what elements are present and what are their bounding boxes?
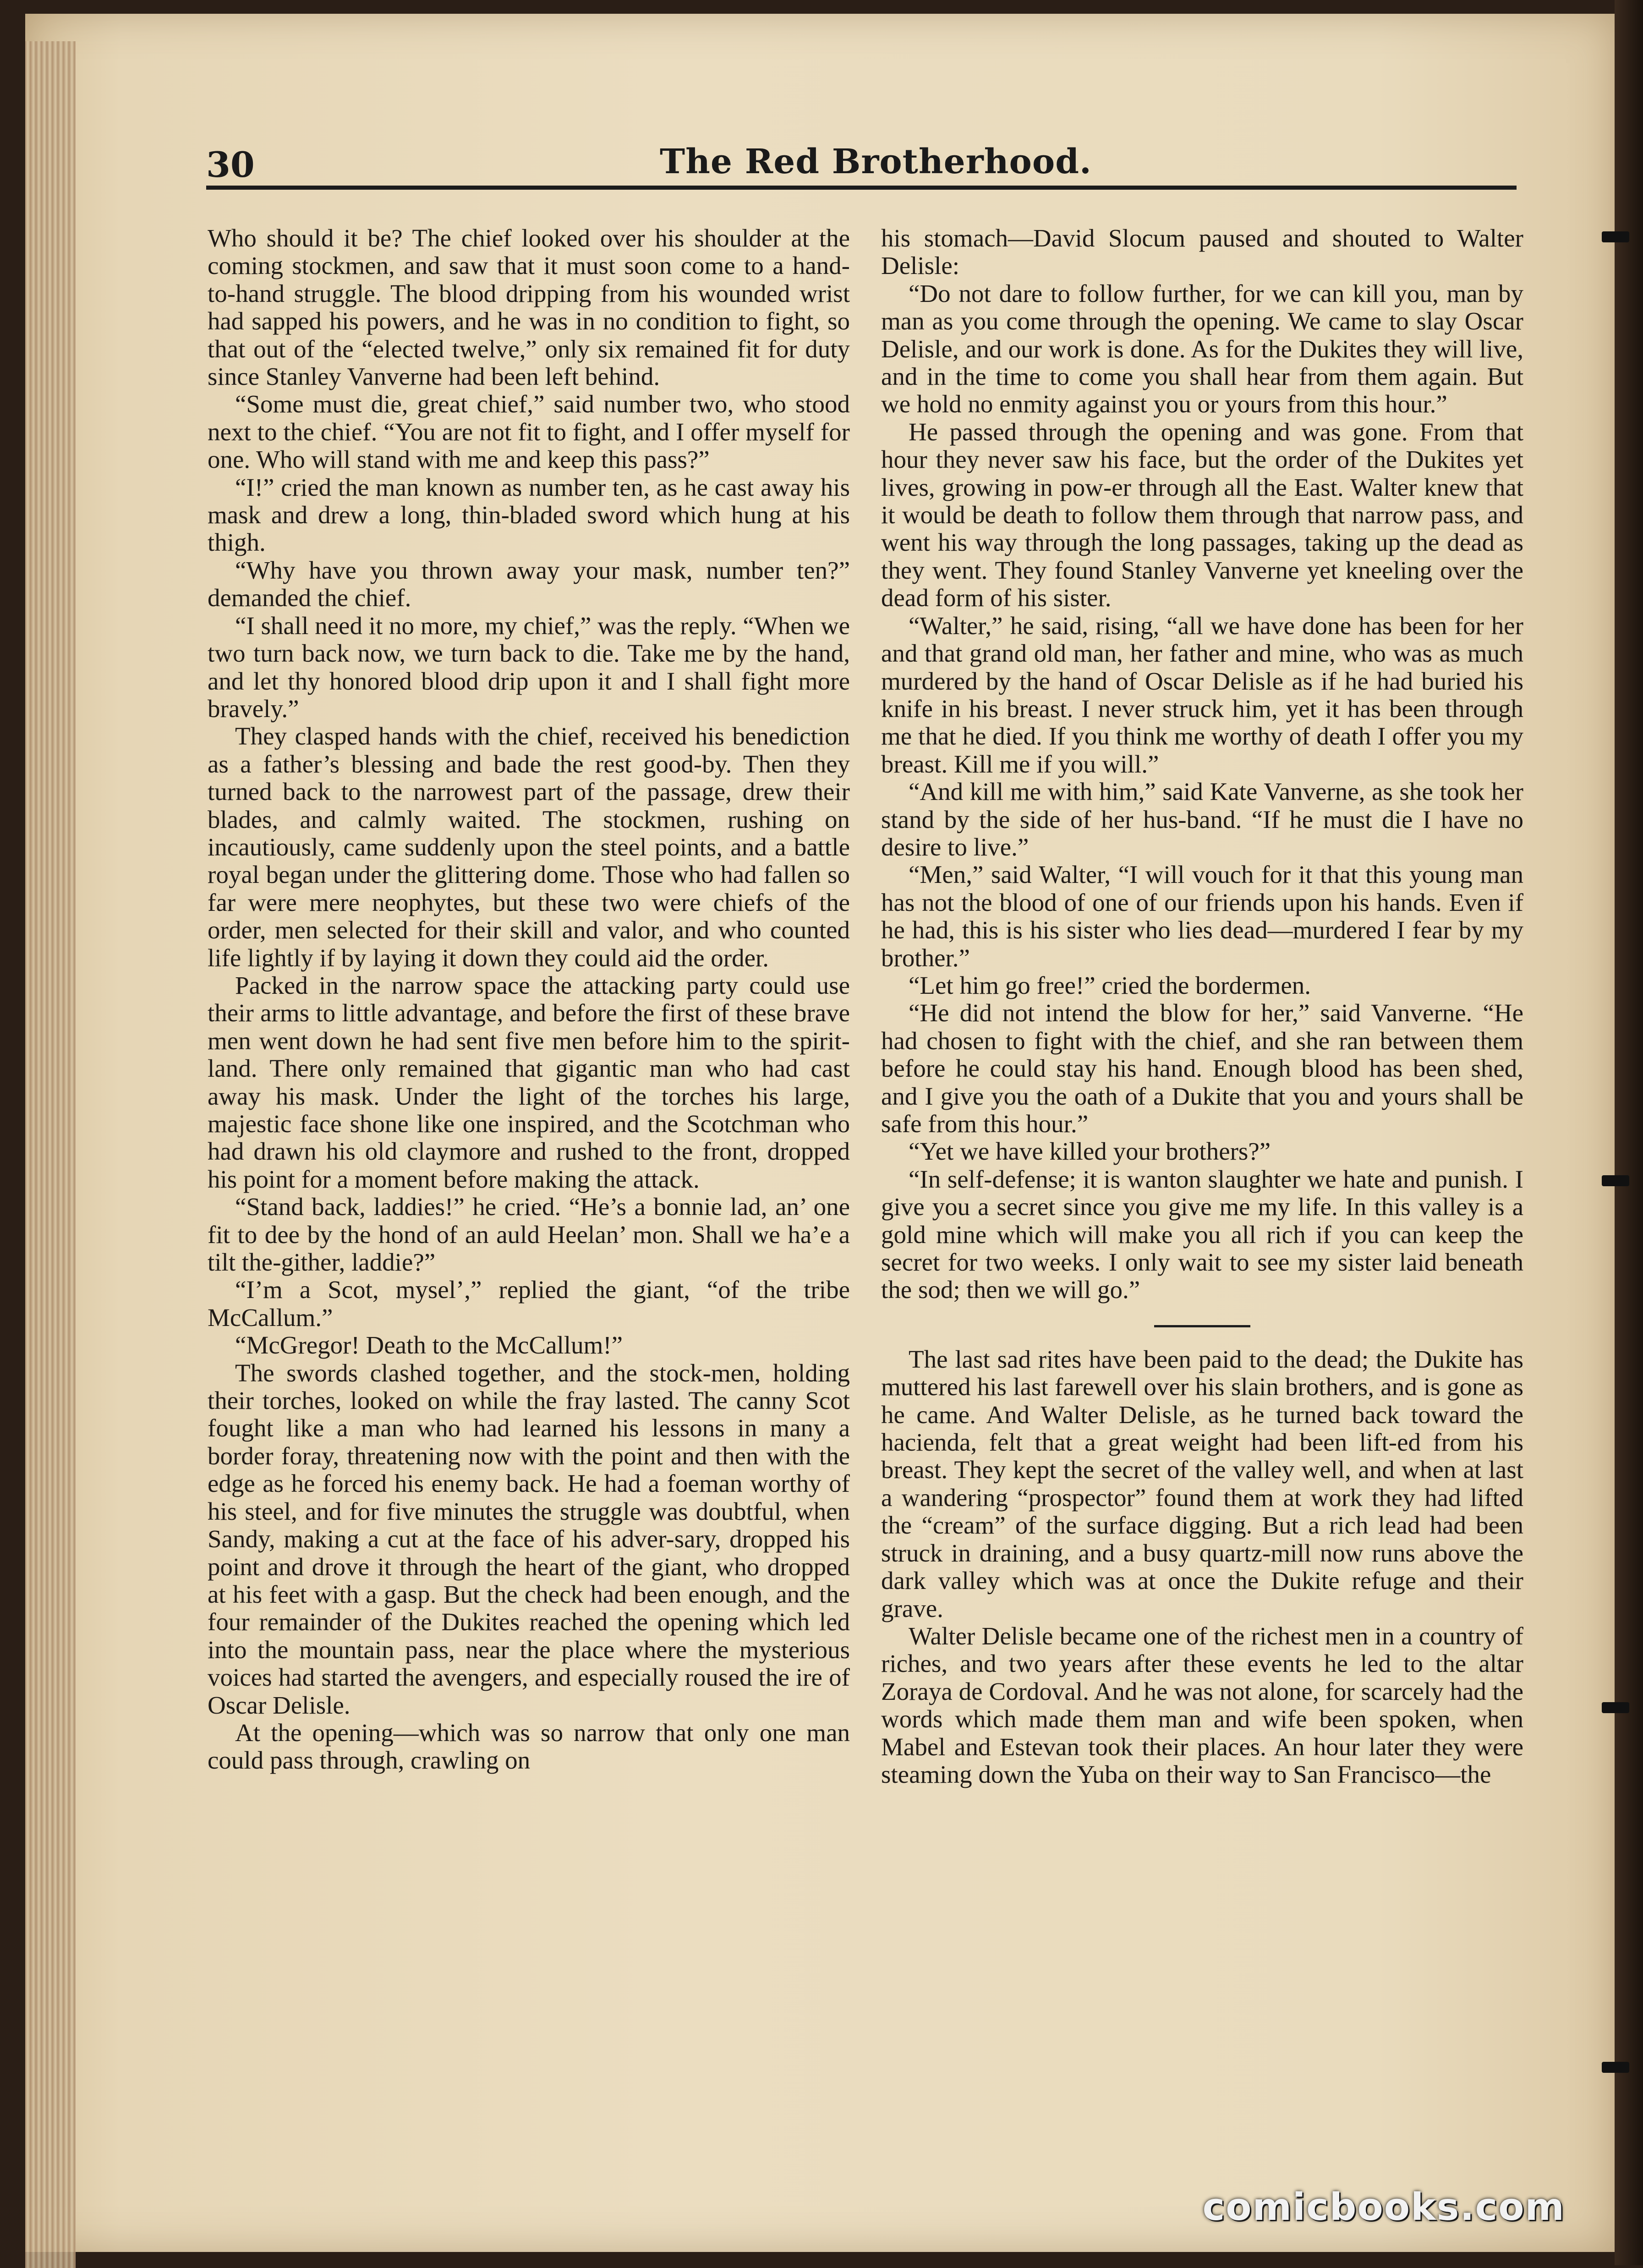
paragraph: “Why have you thrown away your mask, number ten?” demanded the chief.: [208, 556, 850, 612]
paragraph: “Some must die, great chief,” said number two, who stood next to the chief. “You are not fit to fight, and I offer myself for one. Who will stand with me and keep this pass?”: [208, 390, 850, 474]
paragraph: “Stand back, laddies!” he cried. “He’s a bonnie lad, an’ one fit to dee by the hond of an auld Heelan’ mon. Shall we ha’e a tilt the-gither, laddie?”: [208, 1193, 850, 1276]
binding-strip: [1615, 0, 1643, 2265]
page-number: 30: [206, 144, 255, 185]
running-title: The Red Brotherhood.: [660, 142, 1092, 181]
paragraph: The last sad rites have been paid to the dead; the Dukite has muttered his last farewell over his slain brothers, and is gone as he came. And Walter Delisle, as he turned back toward the hacienda, felt that a great weight had been lift-ed from his breast. They kept the secret of the valley well, and when at last a wandering “prospector” found them at work they had lifted the “cream” of the surface digging. But a rich lead had been struck in draining, and a busy quartz-mill now runs above the dark valley which was at once the Dukite refuge and their grave.: [881, 1345, 1523, 1622]
binding-staple-mark: [1602, 1702, 1629, 1713]
paragraph: “He did not intend the blow for her,” said Vanverne. “He had chosen to fight with the chief, and she ran between them before he could stay his hand. Enough blood has been shed, and I give you the oath of a Dukite that you and yours shall be safe from this hour.”: [881, 999, 1523, 1138]
paragraph: At the opening—which was so narrow that only one man could pass through, crawling on: [208, 1718, 850, 1775]
paragraph: He passed through the opening and was gone. From that hour they never saw his face, but the order of the Dukites yet lives, growing in pow-er through all the East. Walter knew that it would be death to follow them through that narrow pass, and went his way through the long passages, taking up the dead as they went. They found Stanley Vanverne yet kneeling over the dead form of his sister.: [881, 417, 1523, 612]
right-column: [881, 225, 1523, 1788]
binding-staple-mark: [1602, 1175, 1629, 1186]
paragraph: “In self-defense; it is wanton slaughter we hate and punish. I give you a secret since you give me my life. In this valley is a gold mine which will make you all rich if you can keep the secret for two weeks. I only wait to see my sister laid beneath the sod; then we will go.”: [881, 1165, 1523, 1304]
watermark-logo: comicbooks.com: [1202, 2186, 1565, 2229]
paragraph: “Let him go free!” cried the bordermen.: [909, 971, 1311, 999]
paragraph: “Do not dare to follow further, for we can kill you, man by man as you come through the opening. We came to slay Oscar Delisle, and our work is done. As for the Dukites they will live, and in the time to come you shall hear from them again. But we hold no enmity against you or yours from this hour.”: [881, 279, 1523, 418]
paragraph: “McGregor! Death to the McCallum!”: [235, 1331, 623, 1359]
paragraph: “I shall need it no more, my chief,” was the reply. “When we two turn back now, we turn back to die. Take me by the hand, and let thy honored blood drip upon it and I shall fight more bravely.”: [208, 611, 850, 723]
paragraph: The swords clashed together, and the stock-men, holding their torches, looked on while the fray lasted. The canny Scot fought like a man who had learned his lessons in many a border foray, threatening now with the point and then with the edge as he forced his enemy back. He had a foeman worthy of his steel, and for five minutes the struggle was doubtful, when Sandy, making a cut at the face of his adver-sary, dropped his point and drove it through the heart of the giant, who dropped at his feet with a gasp. But the check had been enough, and the four remainder of the Dukites reached the opening which led into the mountain pass, near the place where the mysterious voices had started the avengers, and especially roused the ire of Oscar Delisle.: [208, 1359, 850, 1719]
paragraph: Walter Delisle became one of the richest men in a country of riches, and two years after these events he led to the altar Zoraya de Cordoval. And he was not alone, for scarcely had the words which made them man and wife been spoken, when Mabel and Estevan took their places. An hour later they were steaming down the Yuba on their way to San Francisco—the: [881, 1622, 1523, 1788]
paragraph: “Men,” said Walter, “I will vouch for it that this young man has not the blood of one of our friends upon his hands. Even if he had, this is his sister who lies dead—murdered I fear by my brother.”: [881, 860, 1523, 972]
paragraph: “I’m a Scot, mysel’,” replied the giant, “of the tribe McCallum.”: [208, 1276, 850, 1331]
page-edge-leaves: [25, 41, 76, 2268]
header-rule: [206, 186, 1517, 190]
binding-staple-mark: [1602, 231, 1629, 242]
binding-staple-mark: [1602, 2062, 1629, 2073]
paragraph: They clasped hands with the chief, received his benediction as a father’s blessing and bade the rest good-by. Then they turned back to the narrowest part of the passage, drew their blades, and calmly waited. The stockmen, rushing on incautiously, came suddenly upon the steel points, and a battle royal began under the glittering dome. Those who had fallen so far were mere neophytes, but these two were chiefs of the order, men selected for their skill and valor, and who counted life lightly if by laying it down they could aid the order.: [208, 722, 850, 972]
paragraph: “And kill me with him,” said Kate Vanverne, as she took her stand by the side of her hus-band. “If he must die I have no desire to live.”: [881, 778, 1523, 861]
paragraph: Packed in the narrow space the attacking party could use their arms to little advantage, and before the first of these brave men went down he had sent five men before him to the spirit-land. There only remained that gigantic man who had cast away his mask. Under the light of the torches his large, majestic face shone like one inspired, and the Scotchman who had drawn his old claymore and rushed to the front, dropped his point for a moment before making the attack.: [208, 971, 850, 1193]
paragraph: “Yet we have killed your brothers?”: [909, 1137, 1271, 1166]
left-column: [208, 225, 850, 1775]
paragraph: Who should it be? The chief looked over his shoulder at the coming stockmen, and saw that it must soon come to a hand-to-hand struggle. The blood dripping from his wounded wrist had sapped his powers, and he was in no condition to fight, so that out of the “elected twelve,” only six remained fit for duty since Stanley Vanverne had been left behind.: [208, 224, 850, 391]
section-divider: [1154, 1325, 1250, 1327]
paragraph: “I!” cried the man known as number ten, as he cast away his mask and drew a long, thin-bladed sword which hung at his thigh.: [208, 473, 850, 557]
paragraph: his stomach—David Slocum paused and shouted to Walter Delisle:: [881, 224, 1523, 280]
book-page: [25, 14, 1615, 2252]
paragraph: “Walter,” he said, rising, “all we have done has been for her and that grand old man, her father and mine, who was as much murdered by the hand of Oscar Delisle as if he had buried his knife in his breast. I never struck him, yet it has been through me that he died. If you think me worthy of death I offer you my breast. Kill me if you will.”: [881, 611, 1523, 778]
